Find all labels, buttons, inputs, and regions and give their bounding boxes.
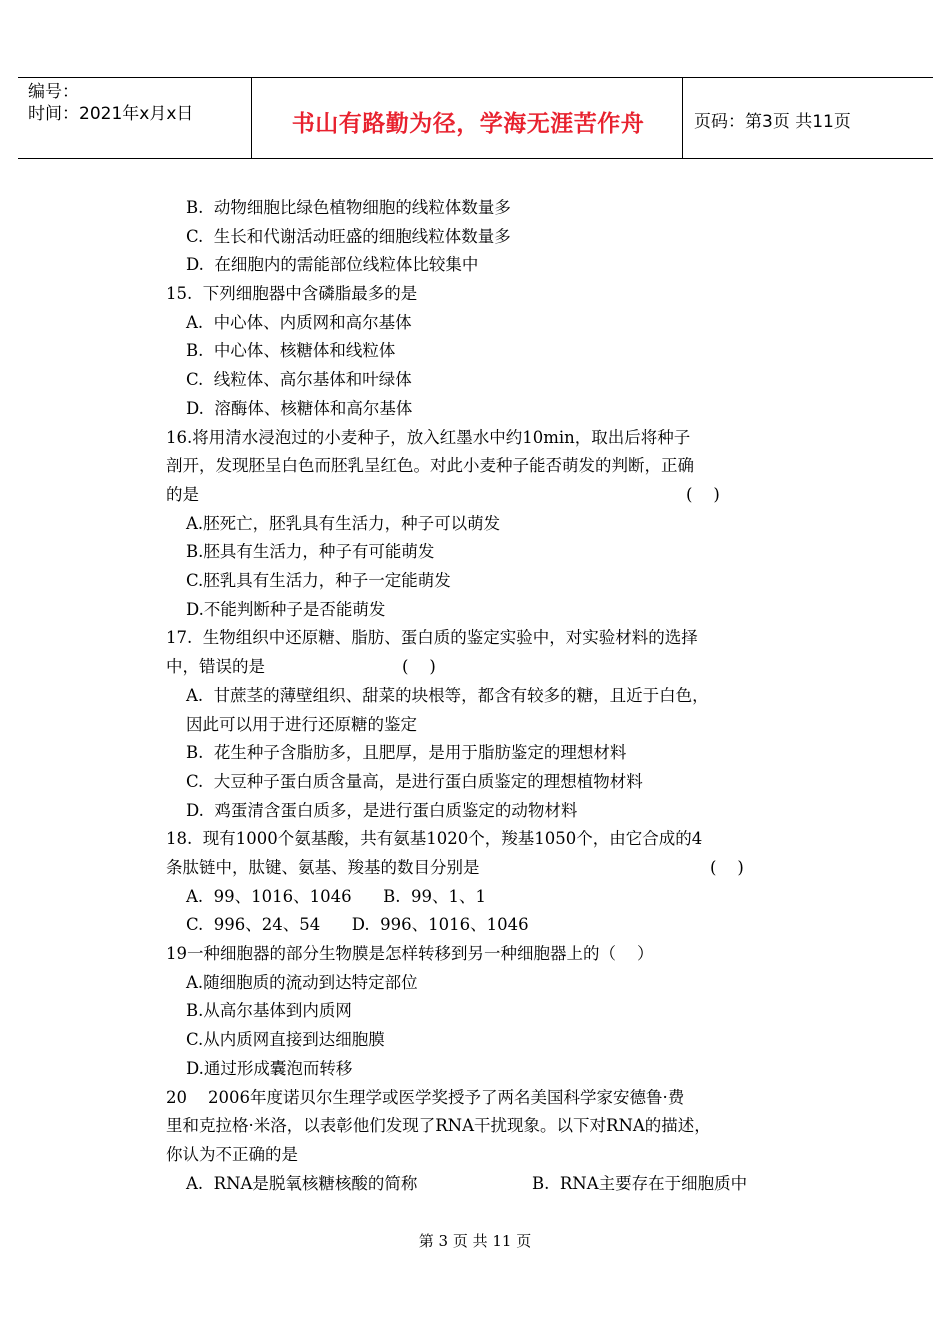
- option-17b: B. 花生种子含脂肪多，且肥厚，是用于脂肪鉴定的理想材料: [186, 743, 627, 762]
- question-18: 条肽链中，肽键、氨基、羧基的数目分别是: [166, 858, 480, 877]
- question-19: 19一种细胞器的部分生物膜是怎样转移到另一种细胞器上的（ ）: [166, 944, 654, 963]
- option-15b: B. 中心体、核糖体和线粒体: [186, 341, 396, 360]
- option-14c: C. 生长和代谢活动旺盛的细胞线粒体数量多: [186, 227, 511, 246]
- question-20: 里和克拉格·米洛，以表彰他们发现了RNA干扰现象。以下对RNA的描述，: [166, 1116, 711, 1135]
- page-footer: 第 3 页 共 11 页: [418, 1232, 532, 1250]
- option-18cd: C. 996、24、54 D. 996、1016、1046: [186, 915, 529, 934]
- option-16d: D.不能判断种子是否能萌发: [186, 600, 386, 619]
- option-17d: D. 鸡蛋清含蛋白质多，是进行蛋白质鉴定的动物材料: [186, 801, 578, 820]
- option-20a: A. RNA是脱氧核糖核酸的简称: [186, 1174, 418, 1193]
- option-15c: C. 线粒体、高尔基体和叶绿体: [186, 370, 412, 389]
- question-16: 的是: [166, 485, 199, 504]
- option-17a: A. 甘蔗茎的薄壁组织、甜菜的块根等，都含有较多的糖，且近于白色，: [186, 686, 709, 705]
- question-16: 剖开，发现胚呈白色而胚乳呈红色。对此小麦种子能否萌发的判断，正确: [166, 456, 694, 475]
- option-16c: C.胚乳具有生活力，种子一定能萌发: [186, 571, 451, 590]
- option-16b: B.胚具有生活力，种子有可能萌发: [186, 542, 435, 561]
- question-20: 你认为不正确的是: [166, 1145, 298, 1164]
- question-16: 16.将用清水浸泡过的小麦种子，放入红墨水中约10min，取出后将种子: [166, 428, 691, 447]
- question-17: 17. 生物组织中还原糖、脂肪、蛋白质的鉴定实验中，对实验材料的选择: [166, 628, 698, 647]
- answer-bracket: ( ): [710, 858, 744, 877]
- document-number-label: 编号：: [28, 82, 79, 102]
- answer-bracket: ( ): [686, 485, 720, 504]
- option-20b: B. RNA主要存在于细胞质中: [532, 1174, 748, 1193]
- option-14d: D. 在细胞内的需能部位线粒体比较集中: [186, 255, 479, 274]
- option-15d: D. 溶酶体、核糖体和高尔基体: [186, 399, 413, 418]
- question-17: 中，错误的是: [166, 657, 265, 676]
- answer-bracket: ( ): [402, 657, 436, 676]
- option-17a: 因此可以用于进行还原糖的鉴定: [186, 715, 417, 734]
- header-page-number: 页码：第3页 共11页: [694, 112, 851, 132]
- question-15: 15. 下列细胞器中含磷脂最多的是: [166, 284, 418, 303]
- option-17c: C. 大豆种子蛋白质含量高，是进行蛋白质鉴定的理想植物材料: [186, 772, 643, 791]
- option-14b: B. 动物细胞比绿色植物细胞的线粒体数量多: [186, 198, 511, 217]
- question-18: 18. 现有1000个氨基酸，共有氨基1020个，羧基1050个，由它合成的4: [166, 829, 703, 848]
- option-16a: A.胚死亡，胚乳具有生活力，种子可以萌发: [186, 514, 501, 533]
- question-20: 20 2006年度诺贝尔生理学或医学奖授予了两名美国科学家安德鲁·费: [166, 1088, 685, 1107]
- option-19c: C.从内质网直接到达细胞膜: [186, 1030, 385, 1049]
- option-19a: A.随细胞质的流动到达特定部位: [186, 973, 418, 992]
- option-15a: A. 中心体、内质网和高尔基体: [186, 313, 412, 332]
- option-19b: B.从高尔基体到内质网: [186, 1001, 352, 1020]
- option-19d: D.通过形成囊泡而转移: [186, 1059, 353, 1078]
- option-18ab: A. 99、1016、1046 B. 99、1、1: [186, 887, 486, 906]
- header-motto: 书山有路勤为径，学海无涯苦作舟: [291, 111, 645, 137]
- document-date: 时间：2021年x月x日: [28, 104, 194, 124]
